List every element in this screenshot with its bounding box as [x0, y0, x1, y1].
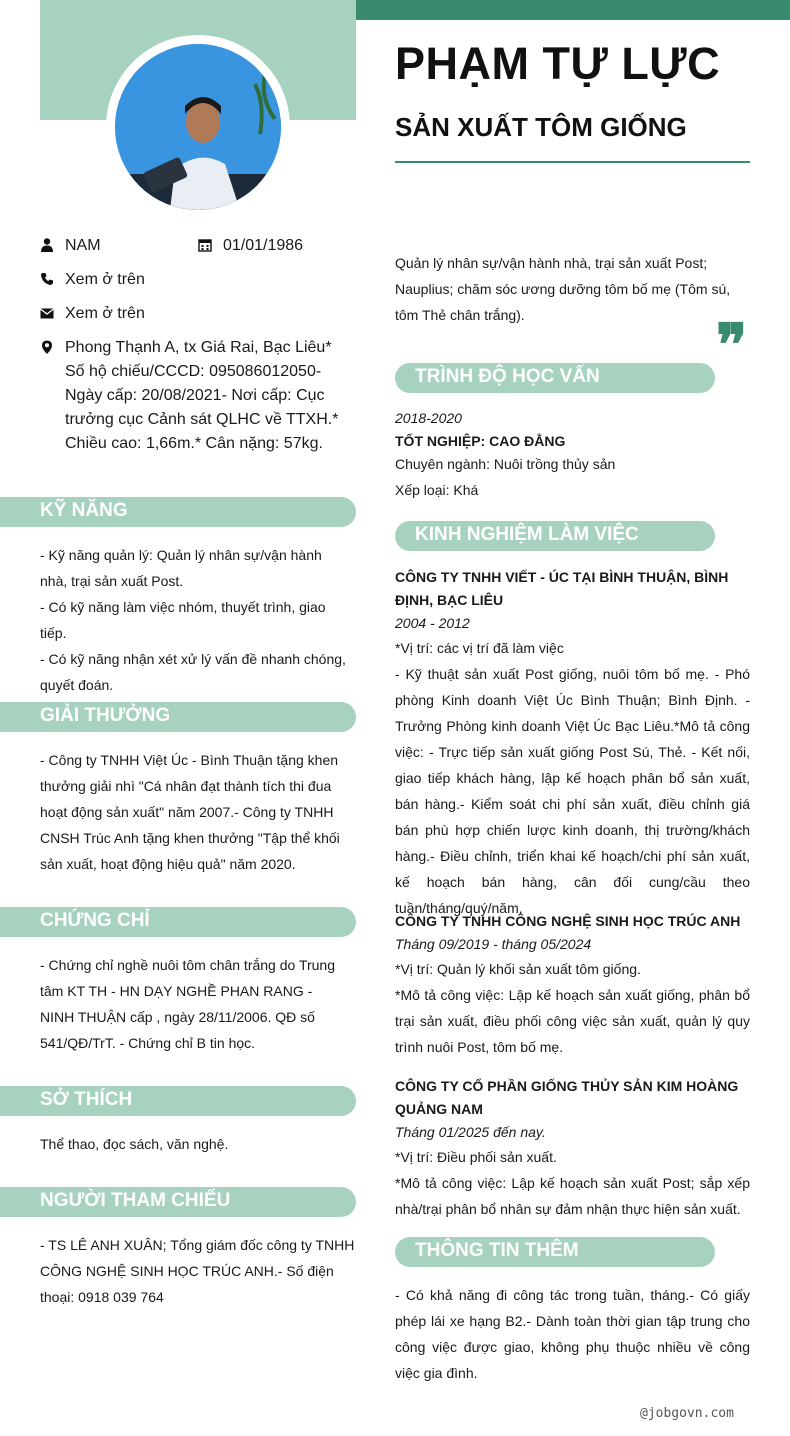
birthday-row — [198, 234, 358, 258]
job-company: CÔNG TY TNHH VIẾT - ÚC TẠI BÌNH THUẬN, BÌNH ĐỊNH, BẠC LIÊU — [395, 569, 729, 608]
person-icon — [40, 238, 54, 252]
references-header — [0, 1187, 356, 1217]
career-objective: Quản lý nhân sự/vận hành nhà, trại sản xuất Post; Nauplius; chăm sóc ương dưỡng tôm bố mẹ (Tôm sú, tôm Thẻ chân trắng). — [395, 255, 731, 323]
awards-text: - Công ty TNHH Việt Úc - Bình Thuận tặng khen thưởng giải nhì "Cá nhân đạt thành tích thi đua hoạt động sản xuất" năm 2007.- Công ty TNHH CNSH Trúc Anh tặng khen thưởng "Tập thể khối sản xuất, hoạt động hiệu quả" năm 2020. — [40, 752, 340, 872]
job-position: *Vị trí: Quản lý khối sản xuất tôm giống. — [395, 961, 641, 977]
skills-content — [40, 542, 350, 698]
education-major: Chuyên ngành: Nuôi trồng thủy sản — [395, 456, 616, 472]
address-value: Phong Thạnh A, tx Giá Rai, Bạc Liêu* Số hộ chiếu/CCCD: 095086012050- Ngày cấp: 20/08/2021- Nơi cấp: Cục trưởng cục Cảnh sát QLHC về TTXH.* Chiều cao: 1,66m.* Cân nặng: 57kg. — [65, 339, 339, 452]
quote-icon: ❞ — [716, 311, 748, 379]
gender-value: NAM — [65, 237, 101, 254]
job-position: *Vị trí: Điều phối sản xuất. — [395, 1149, 557, 1165]
education-content — [395, 405, 750, 503]
map-pin-icon — [40, 340, 54, 354]
hobbies-header — [0, 1086, 356, 1116]
job-entry — [395, 1075, 750, 1222]
title-divider — [395, 161, 750, 163]
hobbies-text: Thể thao, đọc sách, văn nghệ. — [40, 1136, 229, 1152]
skills-header — [0, 497, 356, 527]
job-description: *Mô tả công việc: Lập kế hoạch sản xuất giống, phân bổ trại sản xuất, điều phối công việc sản xuất, quản lý quy trình nuôi Post, tôm bố mẹ. — [395, 987, 750, 1055]
education-period: 2018-2020 — [395, 410, 462, 426]
job-period: 2004 - 2012 — [395, 615, 470, 631]
job-entry — [395, 566, 750, 921]
avatar-photo — [115, 44, 281, 210]
job-period: Tháng 09/2019 - tháng 05/2024 — [395, 936, 592, 952]
phone-icon — [40, 272, 54, 286]
education-header — [395, 363, 715, 393]
gender-row — [40, 234, 190, 258]
job-description: *Mô tả công việc: Lập kế hoạch sản xuất Post; sắp xếp nhà/trại phân bổ nhân sự đảm nhận thực hiện sản xuất. — [395, 1175, 750, 1217]
education-degree: TỐT NGHIỆP: CAO ĐẲNG — [395, 433, 566, 449]
job-description: - Kỹ thuật sản xuất Post giống, nuôi tôm bố mẹ. - Phó phòng Kinh doanh Việt Úc Bình Thuận; Bình Định. - Trưởng Phòng kinh doanh Việt Úc Bạc Liêu.*Mô tả công việc: - Trực tiếp sản xuất giống Post Sú, Thẻ. - Kết nối, giao tiếp khách hàng, lập kế hoạch phân bổ sản xuất, bán hàng.- Kiểm soát chi phí sản xuất, điều chỉnh giá bán phù hợp chiến lược kinh doanh, thị trường/khách hàng.- Điều chỉnh, triển khai kế hoạch/chi phí sản xuất, kế hoạch bán hàng, cân đối cung/cầu theo tuần/tháng/quý/năm. — [395, 666, 750, 916]
address-row — [40, 336, 356, 456]
job-title: SẢN XUẤT TÔM GIỐNG — [395, 112, 687, 142]
education-heading: TRÌNH ĐỘ HỌC VẤN — [415, 366, 600, 387]
footer-watermark: @jobgovn.com — [640, 1406, 734, 1421]
avatar — [115, 44, 281, 210]
phone-row — [40, 268, 340, 292]
references-text: - TS LÊ ANH XUÂN; Tổng giám đốc công ty TNHH CÔNG NGHỆ SINH HỌC TRÚC ANH.- Số điện thoại: 0918 039 764 — [40, 1237, 355, 1305]
email-row — [40, 302, 340, 326]
calendar-icon — [198, 238, 212, 252]
certificates-header — [0, 907, 356, 937]
skills-heading: KỸ NĂNG — [40, 500, 128, 521]
email-value: Xem ở trên — [65, 305, 145, 322]
additional-text: - Có khả năng đi công tác trong tuần, tháng.- Có giấy phép lái xe hạng B2.- Dành toàn thời gian tập trung cho công việc được giao, không phụ thuộc nhiều về công việc gia đình. — [395, 1287, 750, 1381]
certificates-text: - Chứng chỉ nghề nuôi tôm chân trắng do Trung tâm KT TH - HN DẠY NGHỀ PHAN RANG - NINH THUẬN cấp , ngày 28/11/2006. QĐ số 541/QĐ/TrT. - Chứng chỉ B tin học. — [40, 957, 335, 1051]
skill-item: - Có kỹ năng làm việc nhóm, thuyết trình, giao tiếp. — [40, 599, 326, 641]
job-period: Tháng 01/2025 đến nay. — [395, 1124, 546, 1140]
experience-header — [395, 521, 715, 551]
additional-heading: THÔNG TIN THÊM — [415, 1240, 579, 1261]
envelope-icon — [40, 306, 54, 320]
phone-value: Xem ở trên — [65, 271, 145, 288]
awards-heading: GIẢI THƯỞNG — [40, 705, 171, 726]
additional-header — [395, 1237, 715, 1267]
job-company: CÔNG TY TNHH CÔNG NGHỆ SINH HỌC TRÚC ANH — [395, 913, 741, 929]
experience-heading: KINH NGHIỆM LÀM VIỆC — [415, 524, 639, 545]
birthday-value: 01/01/1986 — [223, 237, 304, 254]
skill-item: - Kỹ năng quản lý: Quản lý nhân sự/vận hành nhà, trại sản xuất Post. — [40, 547, 322, 589]
awards-header — [0, 702, 356, 732]
job-position: *Vị trí: các vị trí đã làm việc — [395, 640, 564, 656]
certificates-heading: CHỨNG CHỈ — [40, 910, 150, 931]
job-entry — [395, 910, 750, 1060]
skill-item: - Có kỹ năng nhận xét xử lý vấn đề nhanh chóng, quyết đoán. — [40, 651, 346, 693]
hobbies-heading: SỞ THÍCH — [40, 1089, 133, 1110]
candidate-name: PHẠM TỰ LỰC — [395, 38, 721, 89]
references-heading: NGƯỜI THAM CHIẾU — [40, 1190, 231, 1211]
top-accent-bar — [356, 0, 790, 20]
education-grade: Xếp loại: Khá — [395, 482, 479, 498]
job-company: CÔNG TY CỔ PHẦN GIỐNG THỦY SẢN KIM HOÀNG QUẢNG NAM — [395, 1078, 739, 1117]
